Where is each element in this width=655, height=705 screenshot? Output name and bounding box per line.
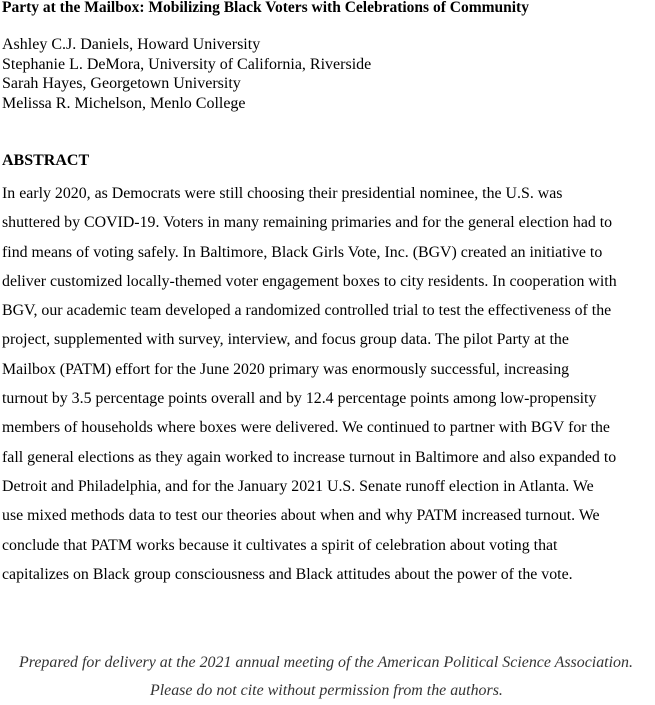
abstract-line: Mailbox (PATM) effort for the June 2020 primary was enormously successful, increasing <box>2 360 570 378</box>
abstract-line: conclude that PATM works because it cultivates a spirit of celebration about voting that <box>2 536 558 554</box>
abstract-line: members of households where boxes were delivered. We continued to partner with BGV for the <box>2 419 610 437</box>
abstract-line: In early 2020, as Democrats were still choosing their presidential nominee, the U.S. was <box>2 185 563 202</box>
abstract-line: deliver customized locally-themed voter engagement boxes to city residents. In cooperation with <box>2 272 617 290</box>
footer-line: Prepared for delivery at the 2021 annual meeting of the American Political Science Association. <box>19 654 634 671</box>
abstract-line: shuttered by COVID-19. Voters in many remaining primaries and for the general election had to <box>2 214 613 232</box>
abstract-line: turnout by 3.5 percentage points overall and by 12.4 percentage points among low-propensity <box>2 390 597 408</box>
paper-title: Party at the Mailbox: Mobilizing Black Voters with Celebrations of Community <box>2 0 529 16</box>
author-line: Melissa R. Michelson, Menlo College <box>2 94 246 112</box>
author-line: Stephanie L. DeMora, University of California, Riverside <box>2 55 372 73</box>
abstract-line: project, supplemented with survey, interview, and focus group data. The pilot Party at the <box>2 331 569 349</box>
author-list <box>2 35 371 113</box>
footer-line: Please do not cite without permission from the authors. <box>150 682 504 699</box>
abstract-line: fall general elections as they again worked to increase turnout in Baltimore and also expanded to <box>2 448 617 466</box>
abstract-body <box>2 179 655 589</box>
author-line: Ashley C.J. Daniels, Howard University <box>2 36 261 53</box>
abstract-line: find means of voting safely. In Baltimore, Black Girls Vote, Inc. (BGV) created an initiative to <box>2 243 603 261</box>
footer-note <box>0 649 655 705</box>
abstract-line: BGV, our academic team developed a randomized controlled trial to test the effectiveness of the <box>2 302 612 320</box>
abstract-line: Detroit and Philadelphia, and for the January 2021 U.S. Senate runoff election in Atlanta. We <box>2 477 594 495</box>
abstract-line: use mixed methods data to test our theories about when and why PATM increased turnout. We <box>2 507 600 525</box>
abstract-line: capitalizes on Black group consciousness and Black attitudes about the power of the vote. <box>2 565 573 583</box>
abstract-heading: ABSTRACT <box>2 152 90 169</box>
author-line: Sarah Hayes, Georgetown University <box>2 75 241 92</box>
